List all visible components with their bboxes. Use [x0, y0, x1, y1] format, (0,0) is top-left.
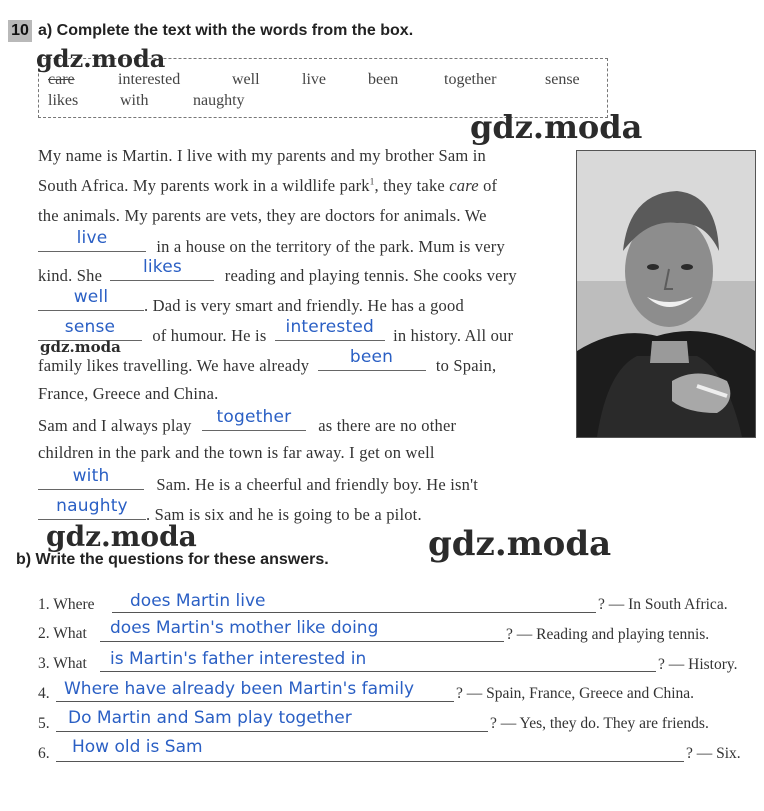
text-line-9: France, Greece and China.: [38, 384, 219, 403]
text-line-4: live in a house on the territory of the park. Mum is very: [38, 235, 505, 257]
question-2-rule: [100, 641, 504, 642]
blank-likes: likes: [110, 264, 214, 281]
word-care: care: [48, 71, 75, 88]
boy-photo-icon: [577, 151, 755, 437]
word-likes: likes: [48, 92, 79, 109]
blank-live: live: [38, 235, 146, 252]
question-4-rule: [56, 701, 454, 702]
word-naughty: naughty: [193, 92, 245, 109]
watermark-2: gdz.moda: [470, 108, 643, 146]
question-1-rule: [112, 612, 596, 613]
word-with: with: [120, 92, 149, 109]
question-4-reply: ? — Spain, France, Greece and China.: [456, 685, 695, 702]
blank-interested: interested: [275, 324, 385, 341]
word-well: well: [232, 71, 260, 88]
exercise-number: 10: [8, 20, 32, 42]
question-2: 2. What: [38, 625, 87, 642]
word-sense: sense: [545, 71, 580, 88]
question-5-rule: [56, 731, 488, 732]
question-2-answer: does Martin's mother like doing: [110, 618, 379, 638]
part-a-title: a) Complete the text with the words from the box.: [38, 22, 414, 39]
question-1: 1. Where: [38, 596, 95, 613]
word-interested: interested: [118, 71, 181, 88]
question-1-answer: does Martin live: [130, 591, 266, 611]
blank-been: been: [318, 354, 426, 371]
text-line-8: family likes travelling. We have already been to Spain,: [38, 347, 497, 375]
question-5-answer: Do Martin and Sam play together: [68, 708, 352, 728]
word-live: live: [302, 71, 326, 88]
question-3: 3. What: [38, 655, 87, 672]
question-3-reply: ? — History.: [658, 656, 738, 673]
watermark-5: gdz.moda: [428, 524, 612, 564]
text-line-6: well . Dad is very smart and friendly. He has a good: [38, 294, 464, 316]
blank-together: together: [202, 414, 306, 431]
watermark-3: gdz.moda: [40, 338, 121, 356]
text-line-1: My name is Martin. I live with my parents and my brother Sam in: [38, 146, 486, 165]
text-line-7: sense of humour. He is interested in history. All our: [38, 324, 513, 346]
question-4: 4.: [38, 685, 50, 702]
blank-with: with: [38, 473, 144, 490]
question-5-reply: ? — Yes, they do. They are friends.: [490, 715, 709, 732]
question-6-rule: [56, 761, 684, 762]
watermark-4: gdz.moda: [46, 520, 197, 553]
question-4-answer: Where have already been Martin's family: [64, 679, 415, 699]
text-line-13: naughty . Sam is six and he is going to be a pilot.: [38, 503, 422, 525]
blank-sense: sense: [38, 324, 142, 341]
blank-naughty: naughty: [38, 503, 146, 520]
question-6-answer: How old is Sam: [72, 737, 203, 757]
question-5: 5.: [38, 715, 50, 732]
text-line-2: South Africa. My parents work in a wildlife park$^1$, they take care of: [38, 176, 498, 195]
watermark-1: gdz.moda: [36, 44, 166, 73]
question-1-reply: ? — In South Africa.: [598, 596, 728, 613]
question-3-answer: is Martin's father interested in: [110, 649, 367, 669]
text-line-3: the animals. My parents are vets, they are doctors for animals. We: [38, 206, 487, 225]
blank-well: well: [38, 294, 144, 311]
question-6-reply: ? — Six.: [686, 745, 741, 762]
text-line-12: with Sam. He is a cheerful and friendly boy. He isn't: [38, 473, 478, 495]
question-2-reply: ? — Reading and playing tennis.: [506, 626, 710, 643]
text-line-11: children in the park and the town is far away. I get on well: [38, 443, 435, 462]
word-been: been: [368, 71, 399, 88]
text-line-5: kind. She likes reading and playing tennis. She cooks very: [38, 257, 517, 285]
question-6: 6.: [38, 745, 50, 762]
question-3-rule: [100, 671, 656, 672]
part-b-title: b) Write the questions for these answers.: [16, 551, 329, 568]
text-line-10: Sam and I always play together as there are no other: [38, 407, 457, 435]
word-together: together: [444, 71, 497, 88]
boy-photo: [576, 150, 756, 438]
